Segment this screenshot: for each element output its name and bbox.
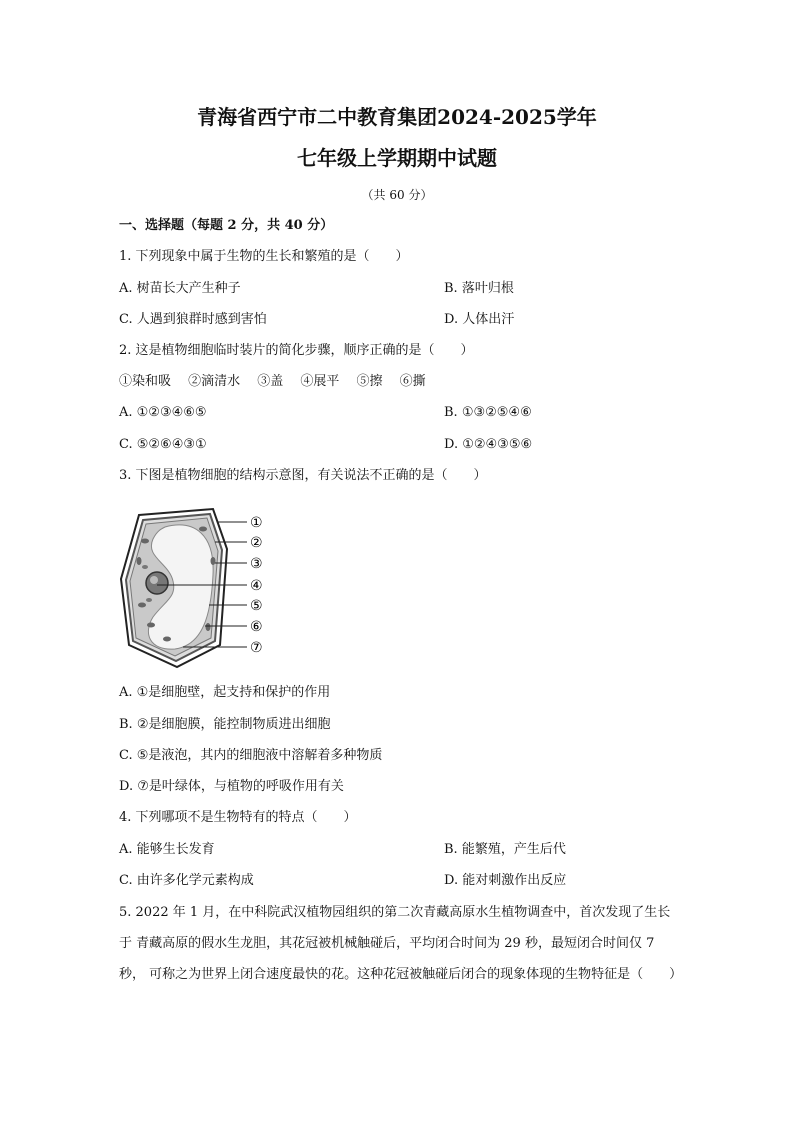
q3-option-b: B. ②是细胞膜，能控制物质进出细胞 <box>119 717 331 732</box>
q3-option-a: A. ①是细胞壁，起支持和保护的作用 <box>119 685 331 700</box>
q2-stem: 2. 这是植物细胞临时装片的简化步骤，顺序正确的是（ ） <box>119 343 474 358</box>
label-2: ② <box>250 535 263 551</box>
q5-stem: 5. 2022 年 1 月，在中科院武汉植物园组织的第二次青藏高原水生植物调查中，首次发现了生长于 青藏高原的假水生龙胆，其花冠被机械触碰后，平均闭合时间为 29 秒，最短闭合时间仅 7 秒， 可称之为世界上闭合速度最快的花。这种花冠被触碰后闭合的现象体现的生物特征是（ ） <box>119 905 683 982</box>
plant-cell-diagram <box>115 505 275 670</box>
exam-title-line2: 七年级上学期期中试题 <box>297 146 497 170</box>
exam-title-line1: 青海省西宁市二中教育集团2024-2025学年 <box>197 105 597 129</box>
label-7: ⑦ <box>250 640 263 656</box>
q3-stem: 3. 下图是植物细胞的结构示意图，有关说法不正确的是（ ） <box>119 468 487 483</box>
q2-option-d: D. ①②④③⑤⑥ <box>444 437 533 452</box>
label-4: ④ <box>250 578 263 594</box>
q2-option-b: B. ①③②⑤④⑥ <box>444 405 532 420</box>
nucleus <box>146 572 168 594</box>
label-5: ⑤ <box>250 598 263 614</box>
label-6: ⑥ <box>250 619 263 635</box>
total-score: （共 60 分） <box>361 188 433 202</box>
q1-option-c: C. 人遇到狼群时感到害怕 <box>119 312 267 327</box>
q2-option-c: C. ⑤②⑥④③① <box>119 437 207 452</box>
q1-stem: 1. 下列现象中属于生物的生长和繁殖的是（ ） <box>119 249 409 264</box>
q1-option-b: B. 落叶归根 <box>444 281 514 296</box>
q2-steps: ①染和吸 ②滴清水 ③盖 ④展平 ⑤擦 ⑥撕 <box>119 374 426 389</box>
label-3: ③ <box>250 556 263 572</box>
chloroplast <box>141 539 149 544</box>
q4-option-a: A. 能够生长发育 <box>119 842 215 857</box>
section-heading: 一、选择题（每题 2 分，共 40 分） <box>119 218 334 233</box>
q2-option-a: A. ①②③④⑥⑤ <box>119 405 207 420</box>
q1-option-d: D. 人体出汗 <box>444 312 515 327</box>
q4-option-c: C. 由许多化学元素构成 <box>119 873 254 888</box>
q4-option-d: D. 能对刺激作出反应 <box>444 873 567 888</box>
q1-option-a: A. 树苗长大产生种子 <box>119 281 241 296</box>
q4-option-b: B. 能繁殖，产生后代 <box>444 842 566 857</box>
q3-option-c: C. ⑤是液泡，其内的细胞液中溶解着多种物质 <box>119 748 383 763</box>
label-1: ① <box>250 515 263 531</box>
q3-option-d: D. ⑦是叶绿体，与植物的呼吸作用有关 <box>119 779 344 794</box>
q4-stem: 4. 下列哪项不是生物特有的特点（ ） <box>119 810 357 825</box>
